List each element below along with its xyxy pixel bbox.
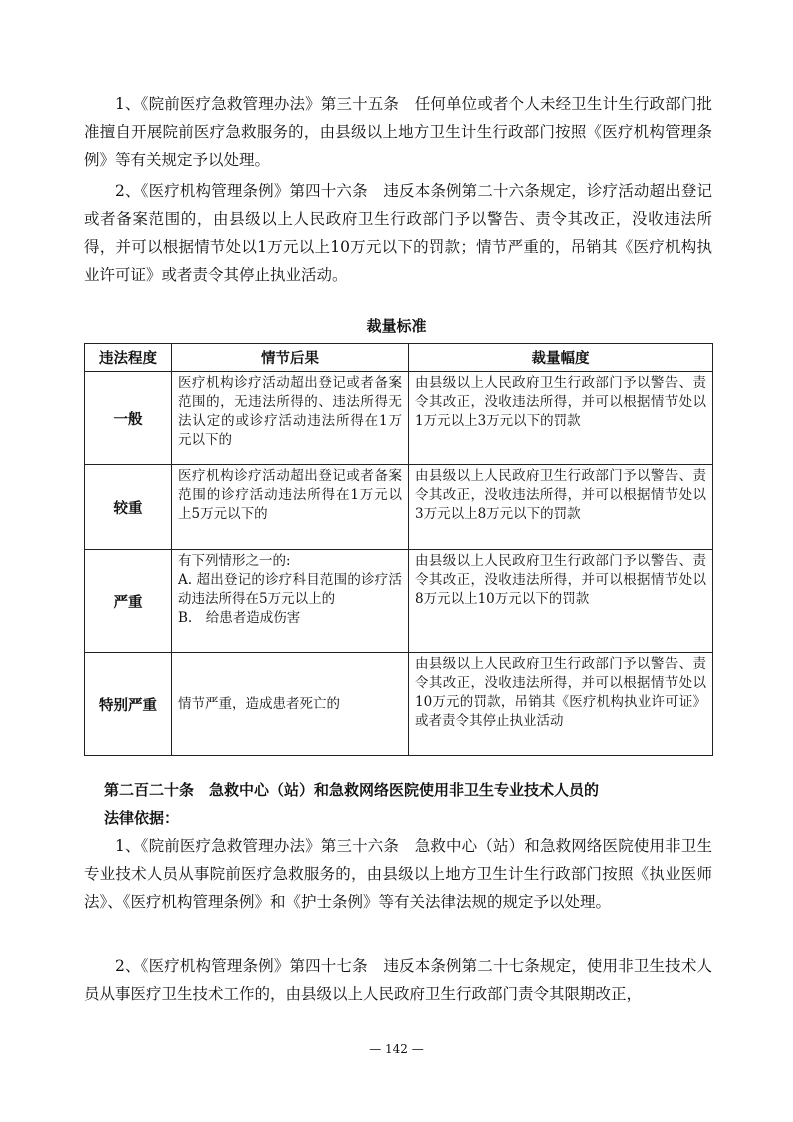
clause-heading: 第二百二十条 急救中心（站）和急救网络医院使用非卫生专业技术人员的 <box>104 781 600 799</box>
consequence-cell <box>172 550 409 653</box>
degree-cell: 较重 <box>85 465 172 550</box>
penalty-cell: 由县级以上人民政府卫生行政部门予以警告、责令其改正，没收违法所得，并可以根据情节处以8万元以上10万元以下的罚款 <box>409 550 713 653</box>
table-row <box>85 465 713 550</box>
consequence-option-a: A. 超出登记的诊疗科目范围的诊疗活动违法所得在5万元以上的 <box>178 572 402 607</box>
law-basis-label: 法律依据： <box>104 809 180 827</box>
penalty-cell: 由县级以上人民政府卫生行政部门予以警告、责令其改正，没收违法所得，并可以根据情节处以10万元的罚款，吊销其《医疗机构执业许可证》或者责令其停止执业活动 <box>409 653 713 756</box>
header-penalty: 裁量幅度 <box>409 344 713 372</box>
degree-cell: 一般 <box>85 372 172 465</box>
consequence-option-b: B. 给患者造成伤害 <box>178 610 301 626</box>
header-degree: 违法程度 <box>85 344 172 372</box>
table-row <box>85 550 713 653</box>
paragraph-article-47: 2、《医疗机构管理条例》第四十七条 违反本条例第二十七条规定，使用非卫生技术人员从事医疗卫生技术工作的，由县级以上人民政府卫生行政部门责令其限期改正， <box>84 957 712 1003</box>
page-number: — 142 — <box>369 1042 424 1056</box>
table-title: 裁量标准 <box>366 317 427 335</box>
degree-cell: 严重 <box>85 550 172 653</box>
degree-cell: 特别严重 <box>85 653 172 756</box>
paragraph-article-46: 2、《医疗机构管理条例》第四十六条 违反本条例第二十六条规定，诊疗活动超出登记或者备案范围的，由县级以上人民政府卫生行政部门予以警告、责令其改正，没收违法所得，并可以根据情节处以1万元以上10万元以下的罚款；情节严重的，吊销其《医疗机构执业许可证》或者责令其停止执业活动。 <box>84 182 712 284</box>
consequence-cell: 情节严重，造成患者死亡的 <box>172 653 409 756</box>
consequence-cell: 医疗机构诊疗活动超出登记或者备案范围的诊疗活动违法所得在1万元以上5万元以下的 <box>172 465 409 550</box>
consequence-intro: 有下列情形之一的: <box>178 553 291 569</box>
consequence-cell: 医疗机构诊疗活动超出登记或者备案范围的，无违法所得的、违法所得无法认定的或诊疗活动违法所得在1万元以下的 <box>172 372 409 465</box>
paragraph-article-35: 1、《院前医疗急救管理办法》第三十五条 任何单位或者个人未经卫生计生行政部门批准擅自开展院前医疗急救服务的，由县级以上地方卫生计生行政部门按照《医疗机构管理条例》等有关规定予以处理。 <box>84 95 712 169</box>
table-row <box>85 372 713 465</box>
table-header-row <box>85 344 713 372</box>
penalty-cell: 由县级以上人民政府卫生行政部门予以警告、责令其改正，没收违法所得，并可以根据情节处以3万元以上8万元以下的罚款 <box>409 465 713 550</box>
header-consequence: 情节后果 <box>172 344 409 372</box>
penalty-cell: 由县级以上人民政府卫生行政部门予以警告、责令其改正，没收违法所得，并可以根据情节处以1万元以上3万元以下的罚款 <box>409 372 713 465</box>
table-row <box>85 653 713 756</box>
paragraph-article-36: 1、《院前医疗急救管理办法》第三十六条 急救中心（站）和急救网络医院使用非卫生专业技术人员从事院前医疗急救服务的，由县级以上地方卫生计生行政部门按照《执业医师法》、《医疗机构管理条例》和《护士条例》等有关法律法规的规定予以处理。 <box>84 837 712 911</box>
discretion-standard-table <box>84 343 713 756</box>
